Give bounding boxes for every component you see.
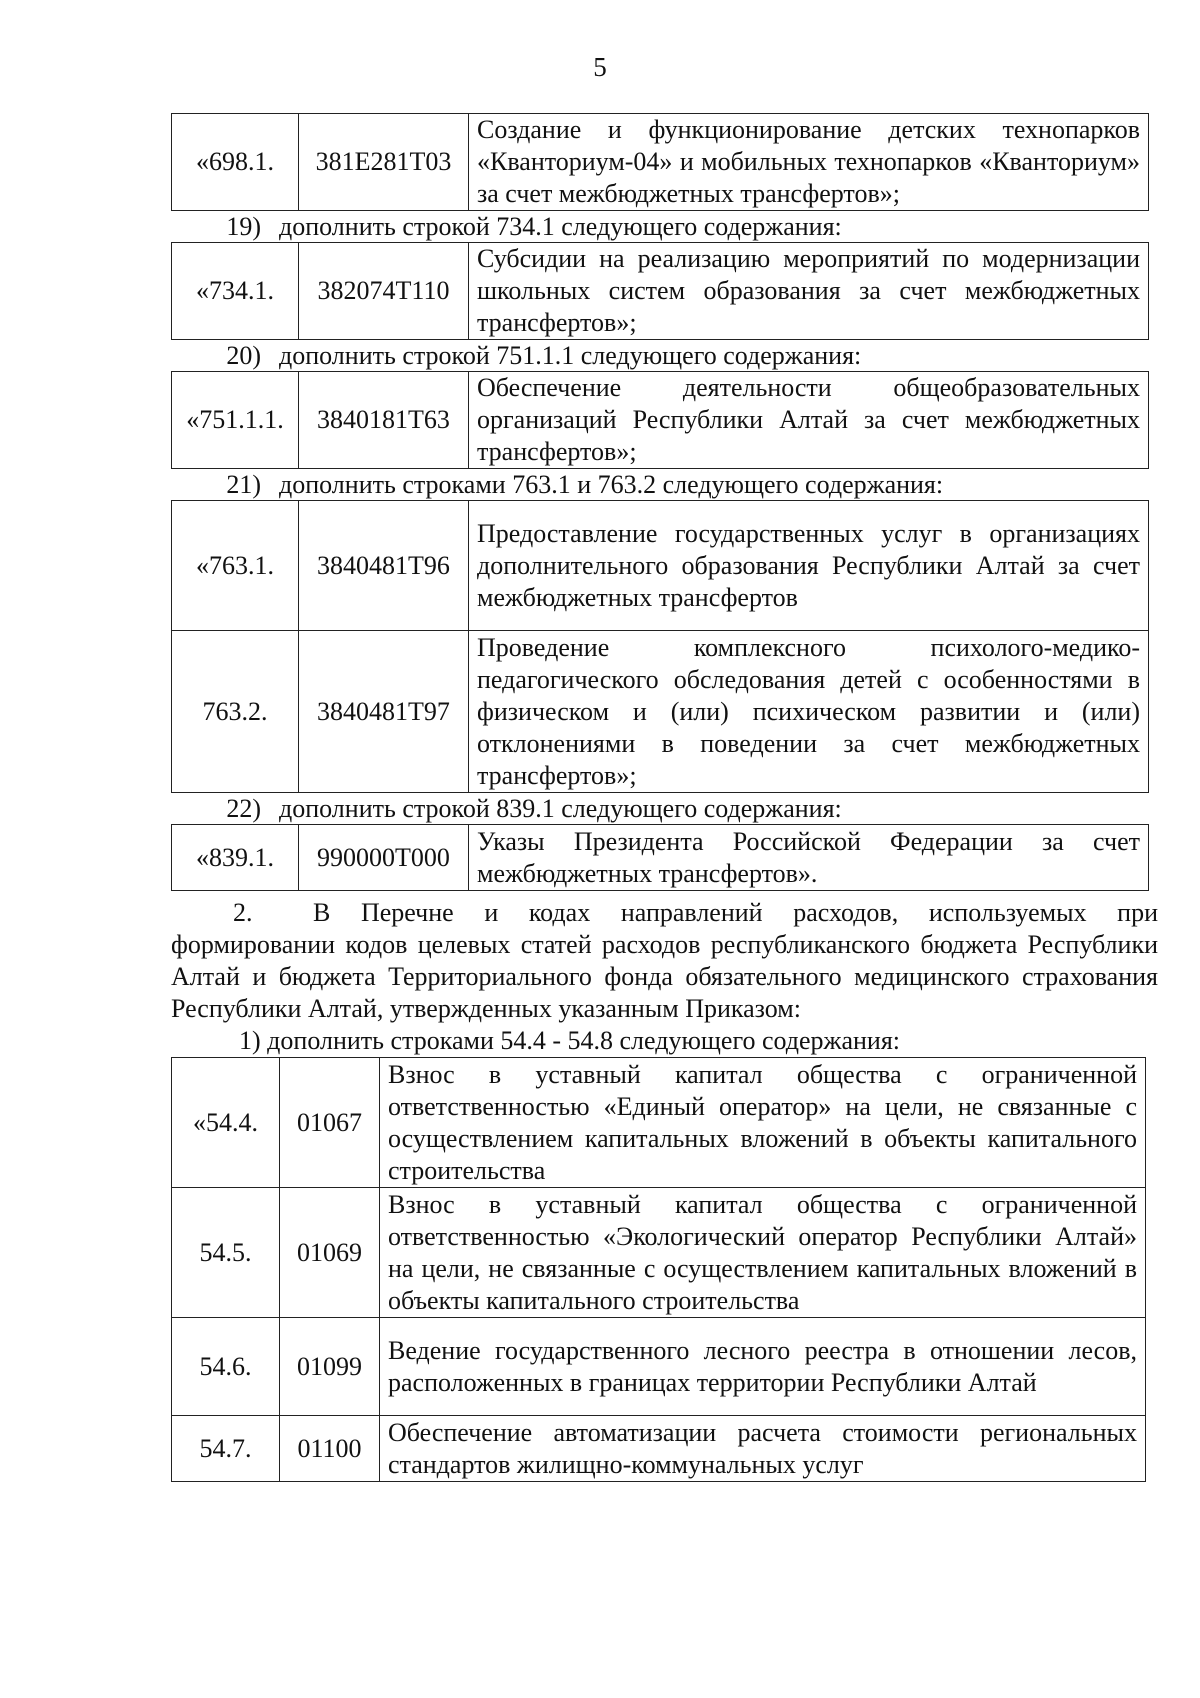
code-table bbox=[171, 1057, 1146, 1482]
row-number: 54.5. bbox=[172, 1188, 280, 1318]
row-description: Ведение государственного лесного реестра в отношении лесов, расположенных в границах территории Республики Алтай bbox=[380, 1318, 1146, 1416]
page-number: 5 bbox=[593, 52, 607, 82]
row-code: 381Е281Т03 bbox=[299, 114, 469, 211]
row-description: Субсидии на реализацию мероприятий по модернизации школьных систем образования за счет межбюджетных трансфертов»; bbox=[469, 243, 1149, 340]
instruction-text: дополнить строкой 839.1 следующего содержания: bbox=[279, 794, 842, 823]
table-row bbox=[172, 114, 1149, 211]
table-row bbox=[172, 1318, 1146, 1416]
paragraph bbox=[171, 897, 1158, 1025]
row-number: 54.6. bbox=[172, 1318, 280, 1416]
instruction-line bbox=[171, 340, 1158, 371]
row-number: «839.1. bbox=[172, 825, 299, 891]
row-number: 763.2. bbox=[172, 631, 299, 793]
row-code: 01069 bbox=[280, 1188, 380, 1318]
paragraph-text: В Перечне и кодах направлений расходов, используемых при формировании кодов целевых статей расходов республиканского бюджета Республики Алтай и бюджета Территориального фонда обязательного медицинского страхования Республики Алтай, утвержденных указанным Приказом: bbox=[171, 898, 1158, 1023]
row-number: «698.1. bbox=[172, 114, 299, 211]
code-table bbox=[171, 113, 1149, 211]
table-row bbox=[172, 243, 1149, 340]
row-description: Обеспечение деятельности общеобразовательных организаций Республики Алтай за счет межбюджетных трансфертов»; bbox=[469, 372, 1149, 469]
instruction-text: дополнить строкой 751.1.1 следующего содержания: bbox=[279, 341, 862, 370]
instruction-number: 22) bbox=[226, 794, 261, 823]
table-row bbox=[172, 501, 1149, 631]
row-description: Проведение комплексного психолого-медико-педагогического обследования детей с особенностями в физическом и (или) психическом развитии и (или) отклонениями в поведении за счет межбюджетных трансфертов»; bbox=[469, 631, 1149, 793]
row-number: «734.1. bbox=[172, 243, 299, 340]
table-row bbox=[172, 1058, 1146, 1188]
row-code: 3840481Т96 bbox=[299, 501, 469, 631]
instruction-line bbox=[171, 793, 1158, 824]
row-code: 3840481Т97 bbox=[299, 631, 469, 793]
instruction-line bbox=[171, 211, 1158, 242]
code-table bbox=[171, 824, 1149, 891]
code-table bbox=[171, 500, 1149, 793]
row-code: 3840181Т63 bbox=[299, 372, 469, 469]
table-row bbox=[172, 1188, 1146, 1318]
row-number: «54.4. bbox=[172, 1058, 280, 1188]
row-description: Создание и функционирование детских технопарков «Кванториум-04» и мобильных технопарков «Кванториум» за счет межбюджетных трансфертов»; bbox=[469, 114, 1149, 211]
instruction-number: 20) bbox=[226, 341, 261, 370]
row-code: 382074Т110 bbox=[299, 243, 469, 340]
row-description: Взнос в уставный капитал общества с ограниченной ответственностью «Единый оператор» на цели, не связанные с осуществлением капитальных вложений в объекты капитального строительства bbox=[380, 1058, 1146, 1188]
instruction-number: 21) bbox=[226, 470, 261, 499]
row-description: Указы Президента Российской Федерации за счет межбюджетных трансфертов». bbox=[469, 825, 1149, 891]
sub-instruction-line bbox=[171, 1025, 1158, 1057]
row-description: Взнос в уставный капитал общества с ограниченной ответственностью «Экологический оператор Республики Алтай» на цели, не связанные с осуществлением капитальных вложений в объекты капитального строительства bbox=[380, 1188, 1146, 1318]
sub-instruction-text: дополнить строками 54.4 - 54.8 следующего содержания: bbox=[267, 1026, 901, 1055]
instruction-text: дополнить строками 763.1 и 763.2 следующего содержания: bbox=[279, 470, 944, 499]
row-code: 01100 bbox=[280, 1416, 380, 1482]
table-row bbox=[172, 1416, 1146, 1482]
row-description: Обеспечение автоматизации расчета стоимости региональных стандартов жилищно-коммунальных услуг bbox=[380, 1416, 1146, 1482]
row-code: 990000Т000 bbox=[299, 825, 469, 891]
instruction-line bbox=[171, 469, 1158, 500]
instruction-number: 19) bbox=[226, 212, 261, 241]
instruction-text: дополнить строкой 734.1 следующего содержания: bbox=[279, 212, 842, 241]
row-description: Предоставление государственных услуг в организациях дополнительного образования Республики Алтай за счет межбюджетных трансфертов bbox=[469, 501, 1149, 631]
code-table bbox=[171, 242, 1149, 340]
row-code: 01067 bbox=[280, 1058, 380, 1188]
document-body bbox=[171, 113, 1158, 1482]
table-row bbox=[172, 825, 1149, 891]
paragraph-number: 2. bbox=[233, 898, 253, 927]
table-row bbox=[172, 631, 1149, 793]
table-row bbox=[172, 372, 1149, 469]
code-table bbox=[171, 371, 1149, 469]
row-number: 54.7. bbox=[172, 1416, 280, 1482]
row-number: «763.1. bbox=[172, 501, 299, 631]
row-code: 01099 bbox=[280, 1318, 380, 1416]
sub-instruction-number: 1) bbox=[239, 1026, 261, 1055]
row-number: «751.1.1. bbox=[172, 372, 299, 469]
